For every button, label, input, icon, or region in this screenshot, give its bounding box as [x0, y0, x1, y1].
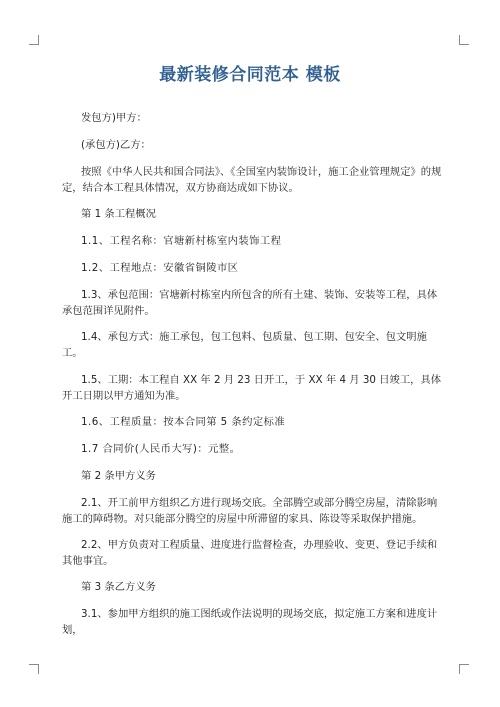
clause-1-1: 1.1、工程名称：官塘新村栋室内装饰工程	[81, 235, 282, 247]
preamble-paragraph: 按照《中华人民共和国合同法》、《全国室内装饰设计，施工企业管理规定》的规定，结合本工程具体情况，双方协商达成如下协议。	[62, 166, 442, 194]
document-body	[62, 110, 442, 649]
section-heading-3: 第 3 条乙方义务	[81, 581, 156, 593]
clause-2-1: 2.1、开工前甲方组织乙方进行现场交底。全部腾空或部分腾空房屋，清除影响施工的障碍物。对只能部分腾空的房屋中所滞留的家具、陈设等采取保护措施。	[62, 497, 438, 525]
clause-1-7: 1.7 合同价(人民币大写)：元整。	[81, 443, 241, 455]
clause-1-2: 1.2、工程地点：安徽省铜陵市区	[81, 262, 239, 274]
crop-mark-top-right	[459, 35, 469, 45]
clause-1-4: 1.4、承包方式：施工承包，包工包料、包质量、包工期、包安全、包文明施工。	[62, 331, 427, 359]
clause-2-2: 2.2、甲方负责对工程质量、进度进行监督检查，办理验收、变更、登记手续和其他事宜。	[62, 539, 438, 567]
section-heading-1: 第 1 条工程概况	[81, 208, 156, 220]
party-b-line: (承包方)乙方：	[81, 139, 151, 151]
clause-1-5: 1.5、工期：本工程自 XX 年 2 月 23 日开工，于 XX 年 4 月 30 日竣工，具体开工日期以甲方通知为准。	[62, 374, 442, 402]
section-heading-2: 第 2 条甲方义务	[81, 470, 156, 482]
clause-1-3: 1.3、承包范围：官塘新村栋室内所包含的所有土建、装饰、安装等工程，具体承包范围详见附件。	[62, 289, 438, 317]
clause-3-1: 3.1、参加甲方组织的施工图纸或作法说明的现场交底，拟定施工方案和进度计划，	[62, 608, 438, 636]
crop-mark-bottom-right	[459, 664, 469, 674]
crop-mark-top-left	[29, 35, 39, 45]
crop-mark-bottom-left	[29, 664, 39, 674]
party-a-line: 发包方)甲方：	[81, 112, 147, 124]
clause-1-6: 1.6、工程质量：按本合同第 5 条约定标准	[81, 416, 286, 428]
document-title: 最新装修合同范本 模板	[159, 65, 341, 85]
